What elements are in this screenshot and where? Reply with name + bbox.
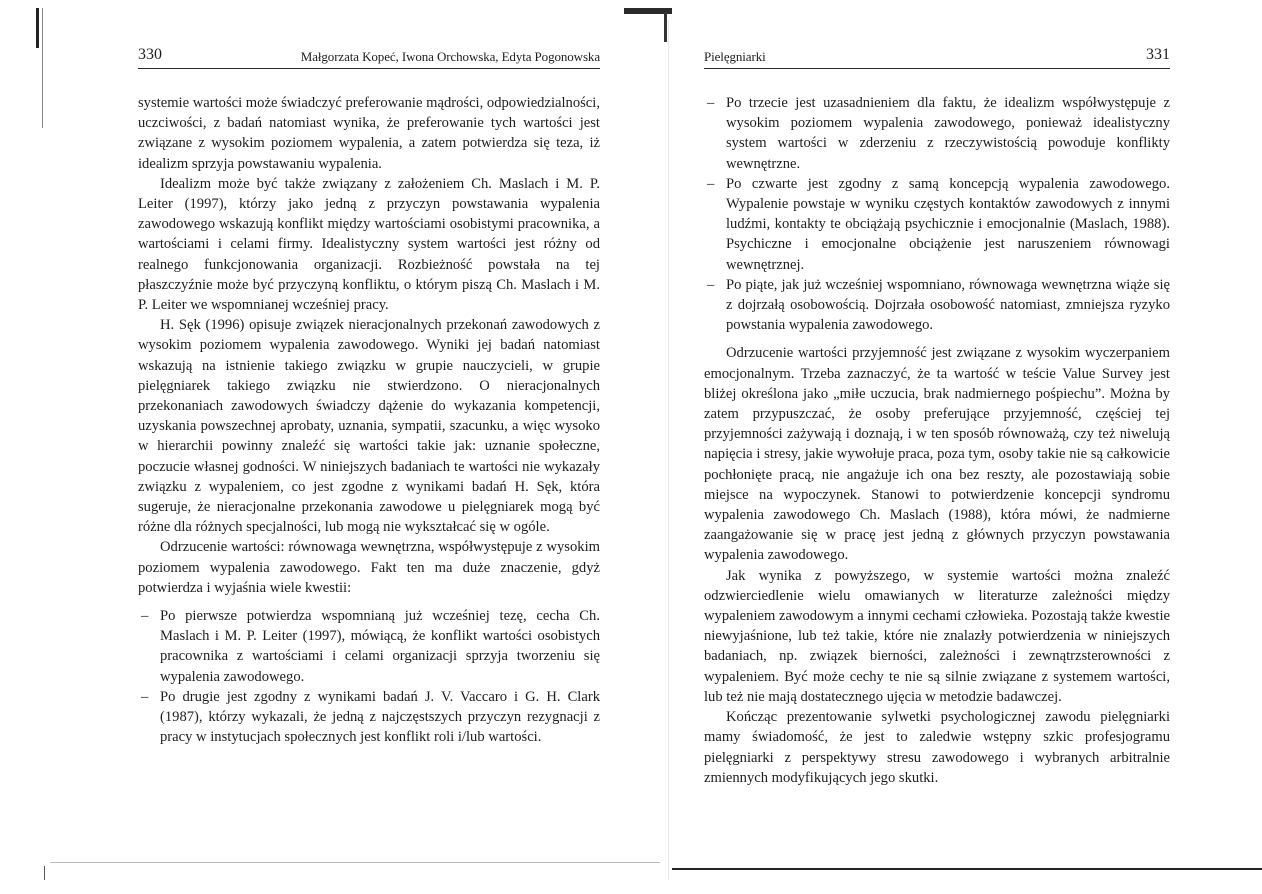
running-title: Pielęgniarki bbox=[704, 49, 766, 64]
left-page-body bbox=[138, 93, 600, 748]
list-item: – Po trzecie jest uzasadnieniem dla faktu, że idealizm współwystępuje z wysokim poziomem wypalenia zawodowego, ponieważ idealistyczny system wartości w zderzeniu z rzeczywistością powoduje konflikty wewnętrzne. bbox=[704, 93, 1170, 174]
paragraph: Jak wynika z powyższego, w systemie wartości można znaleźć odzwierciedlenie wielu omawianych w literaturze zależności między wypaleniem zawodowym a innymi cechami człowieka. Pozostają także kwestie niewyjaśnione, lub też takie, które nie znalazły potwierdzenia w niniejszych badaniach, np. związek bierności, zależności i zewnątrzsterowności z wypaleniem. Być może cechy te nie są silnie związane z systemem wartości, lub też nie mają dostatecznego ujęcia w metodzie badawczej. bbox=[704, 567, 1170, 705]
gutter-line bbox=[664, 12, 667, 42]
paragraph: Odrzucenie wartości przyjemność jest związane z wysokim wyczerpaniem emocjonalnym. Trzeba zaznaczyć, że ta wartość w teście Value Survey jest bliżej określona jako „miłe uczucia, brak nadmiernego pośpiechu”. Można by zatem przypuszczać, że osoby preferujące przyjemność, częściej tej przyjemności zażywają i doznają, i w ten sposób równoważą, czy też niwelują napięcia i stresy, jakie wywołuje praca, poza tym, osoby takie nie są całkowicie pochłonięte pracą, nie angażuje ich ona bez reszty, ale pozostawiają sobie miejsce na wypoczynek. Stanowi to potwierdzenie koncepcji syndromu wypalenia zawodowego Ch. Maslach (1988), która mówi, że nadmierne zaangażowanie się w pracę jest jedną z głównych przyczyn powstawania wypalenia zawodowego. bbox=[704, 345, 1170, 564]
scan-edge-mark bbox=[36, 8, 39, 48]
paragraph: Idealizm może być także związany z założeniem Ch. Maslach i M. P. Leiter (1997), którzy jako jedną z przyczyn powstawania wypalenia zawodowego wskazują konflikt między wartościami osobistymi pracownika, a wartościami i celami firmy. Idealistyczny system wartości jest różny od realnego funkcjonowania organizacji. Rozbieżność powstała na tej płaszczyźnie może być przyczyną konfliktu, o którym piszą Ch. Maslach i M. P. Leiter we wspomnianej wcześniej pracy. bbox=[138, 175, 600, 314]
scan-edge-line bbox=[42, 8, 43, 128]
list-item: – Po pierwsze potwierdza wspomnianą już wcześniej tezę, cecha Ch. Maslach i M. P. Leiter (1997), mówiącą, że konflikt wartości osobistych pracownika z wartościami i celami organizacji sprzyja tworzeniu się wypalenia zawodowego. bbox=[138, 606, 600, 687]
right-page-body bbox=[704, 93, 1170, 788]
list-item: – Po czwarte jest zgodny z samą koncepcją wypalenia zawodowego. Wypalenie powstaje w wyniku częstych kontaktów zawodowych z innymi ludźmi, kontakty te obciążają psychicznie i emocjonalnie (Maslach, 1988). Psychiczne i emocjonalne obciążenie jest naruszeniem równowagi wewnętrznej. bbox=[704, 174, 1170, 275]
scan-corner-mark bbox=[44, 866, 53, 880]
left-page-header bbox=[138, 46, 600, 69]
list-item: – Po drugie jest zgodny z wynikami badań J. V. Vaccaro i G. H. Clark (1987), którzy wykazali, że jedną z najczęstszych przyczyn rezygnacji z pracy w instytucjach społecznych jest konflikt roli i/lub wartości. bbox=[138, 687, 600, 748]
page-number: 331 bbox=[1146, 46, 1170, 63]
bullet-list bbox=[704, 93, 1170, 335]
bottom-edge-right bbox=[672, 868, 1262, 870]
bullet-list bbox=[138, 606, 600, 747]
running-title: Małgorzata Kopeć, Iwona Orchowska, Edyta Pogonowska bbox=[300, 49, 600, 64]
paragraph: H. Sęk (1996) opisuje związek nieracjonalnych przekonań zawodowych z wysokim poziomem wypalenia zawodowego. Wyniki jej badań natomiast wskazują na istnienie takiego związku w grupie nauczycieli, w grupie pielęgniarek takiego związku nie stwierdzono. O nieracjonalnych przekonaniach zawodowych świadczy dążenie do wykazania kompetencji, uzyskania powszechnej aprobaty, uznania, sympatii, szacunku, a więc wysoko w hierarchii powinny znaleźć się wartości takie jak: uznanie społeczne, poczucie własnej godności. W niniejszych badaniach te wartości nie wykazały związku z wypaleniem, co jest zgodne z wynikami badań H. Sęk, która sugeruje, że nieracjonalne przekonania zawodowe u pielęgniarek mogą być różne dla różnych specjalności, lub mogą nie wykształcać się w ogóle. bbox=[138, 317, 600, 536]
left-page bbox=[138, 46, 600, 748]
paragraph: systemie wartości może świadczyć preferowanie mądrości, odpowiedzialności, uczciwości, z badań natomiast wynika, że preferowanie tych wartości jest związane z wysokim poziomem wypalenia, a zatem potwierdza się teza, iż idealizm sprzyja powstawaniu wypalenia. bbox=[138, 95, 600, 172]
paragraph: Odrzucenie wartości: równowaga wewnętrzna, współwystępuje z wysokim poziomem wypalenia zawodowego. Fakt ten ma duże znaczenie, gdyż potwierdza i wyjaśnia wiele kwestii: bbox=[138, 539, 600, 596]
right-page bbox=[704, 46, 1170, 788]
bottom-edge-left bbox=[50, 862, 660, 863]
list-item: – Po piąte, jak już wcześniej wspomniano, równowaga wewnętrzna wiąże się z dojrzałą osobowością. Dojrzała osobowość natomiast, zmniejsza ryzyko powstania wypalenia zawodowego. bbox=[704, 275, 1170, 336]
right-page-header bbox=[704, 46, 1170, 69]
page-number: 330 bbox=[138, 46, 162, 63]
gutter-fold bbox=[668, 20, 669, 880]
paragraph: Kończąc prezentowanie sylwetki psychologicznej zawodu pielęgniarki mamy świadomość, że jest to zaledwie wstępny szkic profesjogramu pielęgniarki z perspektywy stresu zawodowego i wybranych arbitralnie zmiennych modyfikujących jego skutki. bbox=[704, 709, 1170, 786]
